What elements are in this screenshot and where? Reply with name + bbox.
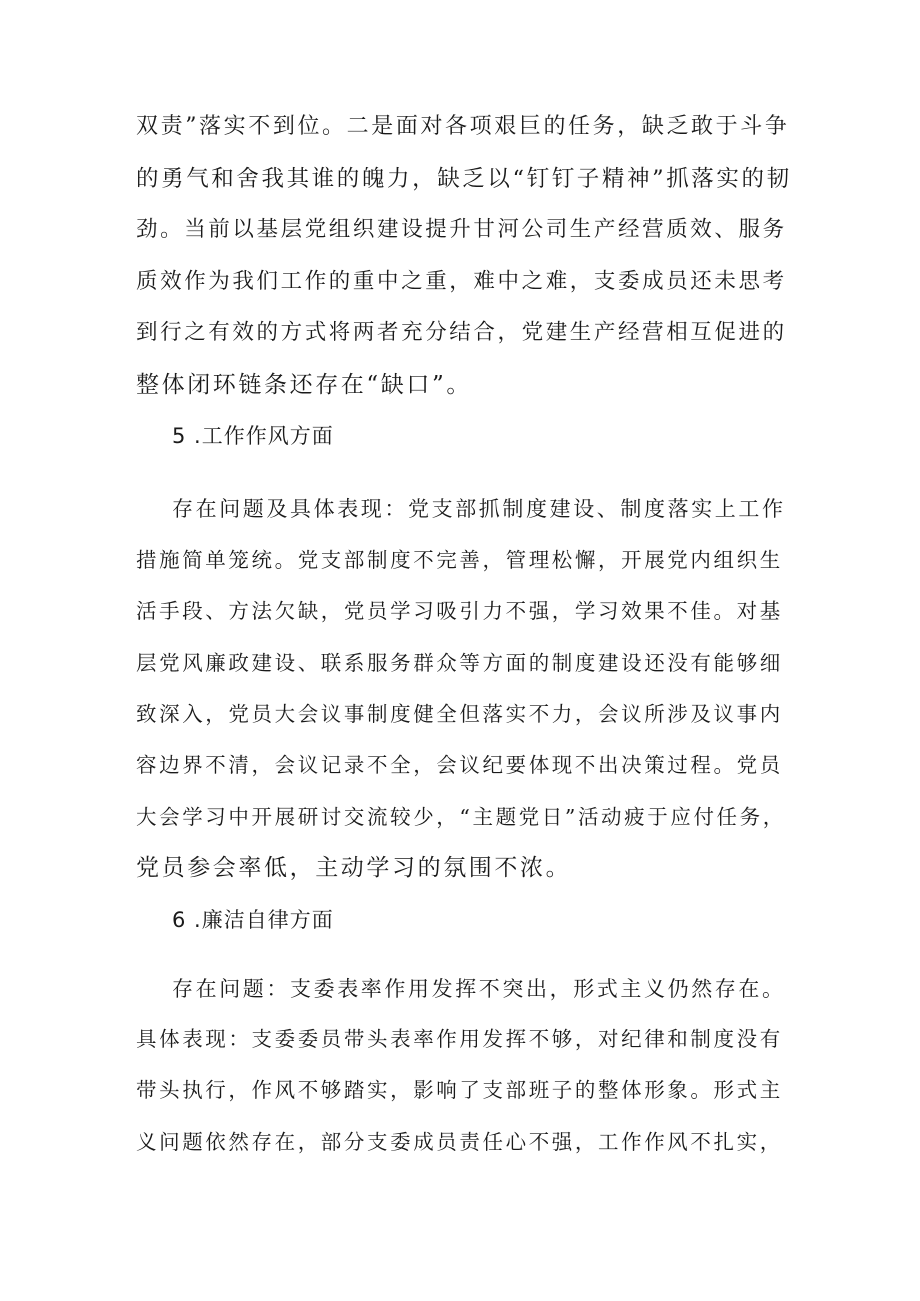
paragraph-line: 致深入，党员大会议事制度健全但落实不力，会议所涉及议事内	[136, 702, 783, 726]
paragraph-line: 质效作为我们工作的重中之重，难中之难，支委成员还未思考	[136, 269, 787, 294]
paragraph-line: 大会学习中开展研讨交流较少，“主题党日”活动疲于应付任务，	[136, 805, 786, 829]
paragraph-line: 的勇气和舍我其谁的魄力，缺乏以“钉钉子精神”抓落实的韧	[136, 166, 792, 192]
paragraph-line: 双责”落实不到位。二是面对各项艰巨的任务，缺乏敢于斗争	[136, 114, 790, 139]
paragraph-line: 义问题依然存在，部分支委成员责任心不强，工作作风不扎实，	[136, 1130, 783, 1154]
paragraph-line: 层党风廉政建设、联系服务群众等方面的制度建设还没有能够细	[136, 651, 783, 675]
paragraph-line: 整体闭环链条还存在“缺口”。	[136, 372, 472, 398]
section-heading-5: 5 .工作作风方面	[172, 424, 334, 448]
paragraph-line: 具体表现：支委委员带头表率作用发挥不够，对纪律和制度没有	[136, 1027, 783, 1051]
paragraph-line: 活手段、方法欠缺，党员学习吸引力不强，学习效果不佳。对基	[136, 599, 783, 623]
paragraph-line: 存在问题及具体表现：党支部抓制度建设、制度落实上工作	[172, 497, 786, 521]
section-heading-6: 6 .廉洁自律方面	[172, 908, 334, 932]
paragraph-line: 带头执行，作风不够踏实，影响了支部班子的整体形象。形式主	[136, 1078, 783, 1102]
paragraph-line: 党员参会率低，主动学习的氛围不浓。	[136, 855, 572, 881]
paragraph-line: 措施简单笼统。党支部制度不完善，管理松懈，开展党内组织生	[136, 548, 783, 572]
paragraph-line: 存在问题：支委表率作用发挥不突出，形式主义仍然存在。	[172, 977, 786, 1001]
paragraph-line: 到行之有效的方式将两者充分结合，党建生产经营相互促进的	[136, 320, 787, 345]
paragraph-line: 劲。当前以基层党组织建设提升甘河公司生产经营质效、服务	[136, 217, 787, 242]
paragraph-line: 容边界不清，会议记录不全，会议纪要体现不出决策过程。党员	[136, 753, 783, 777]
